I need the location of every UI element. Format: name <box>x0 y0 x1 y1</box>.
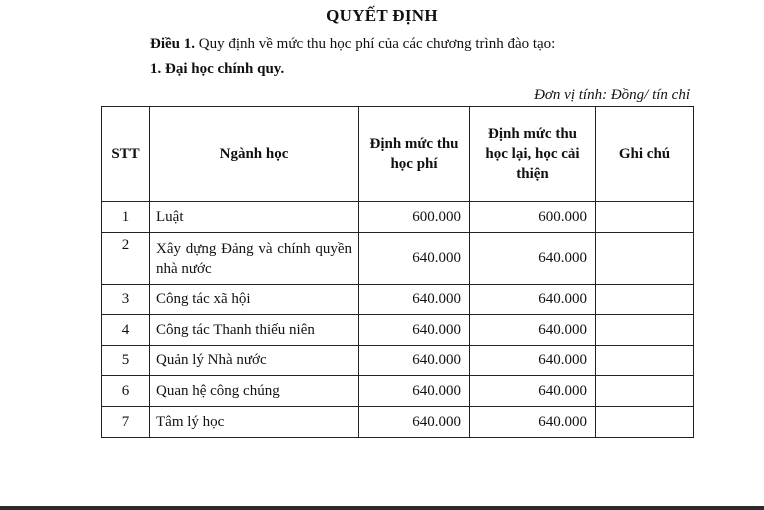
header-fee: Định mức thu học phí <box>359 107 470 202</box>
table-row <box>102 285 694 315</box>
cell-fee: 600.000 <box>359 202 470 233</box>
cell-stt: 5 <box>102 346 150 376</box>
header-retake-fee: Định mức thu học lại, học cải thiện <box>470 107 596 202</box>
article-line <box>150 36 555 53</box>
cell-stt: 2 <box>102 233 150 285</box>
cell-fee: 640.000 <box>359 407 470 438</box>
cell-fee: 640.000 <box>359 233 470 285</box>
cell-stt: 7 <box>102 407 150 438</box>
section-heading: 1. Đại học chính quy. <box>150 61 285 77</box>
cell-major: Quan hệ công chúng <box>150 376 359 407</box>
scan-edge-divider <box>0 506 764 510</box>
cell-stt: 4 <box>102 315 150 346</box>
cell-retake-fee: 640.000 <box>470 233 596 285</box>
cell-retake-fee: 640.000 <box>470 376 596 407</box>
table-row <box>102 315 694 346</box>
cell-major: Công tác xã hội <box>150 285 359 315</box>
cell-fee: 640.000 <box>359 315 470 346</box>
cell-note <box>596 315 694 346</box>
cell-retake-fee: 640.000 <box>470 407 596 438</box>
cell-fee: 640.000 <box>359 285 470 315</box>
cell-note <box>596 202 694 233</box>
table-row <box>102 202 694 233</box>
cell-major: Quản lý Nhà nước <box>150 346 359 376</box>
cell-note <box>596 407 694 438</box>
cell-retake-fee: 640.000 <box>470 346 596 376</box>
header-stt: STT <box>102 107 150 202</box>
table-header-row <box>102 107 694 202</box>
article-label: Điều 1. <box>150 36 195 52</box>
cell-note <box>596 285 694 315</box>
table-row <box>102 233 694 285</box>
cell-major: Xây dựng Đảng và chính quyền nhà nước <box>150 233 359 285</box>
cell-stt: 6 <box>102 376 150 407</box>
document-title: QUYẾT ĐỊNH <box>326 6 438 25</box>
table-row <box>102 376 694 407</box>
unit-note: Đơn vị tính: Đồng/ tín chỉ <box>534 87 690 103</box>
tuition-table <box>101 106 694 438</box>
cell-stt: 3 <box>102 285 150 315</box>
cell-note <box>596 346 694 376</box>
table-row <box>102 407 694 438</box>
cell-retake-fee: 640.000 <box>470 315 596 346</box>
cell-note <box>596 376 694 407</box>
cell-stt: 1 <box>102 202 150 233</box>
table-row <box>102 346 694 376</box>
cell-major: Luật <box>150 202 359 233</box>
cell-retake-fee: 600.000 <box>470 202 596 233</box>
cell-major: Tâm lý học <box>150 407 359 438</box>
article-text: Quy định về mức thu học phí của các chương trình đào tạo: <box>195 36 556 52</box>
cell-note <box>596 233 694 285</box>
cell-fee: 640.000 <box>359 346 470 376</box>
cell-retake-fee: 640.000 <box>470 285 596 315</box>
header-major: Ngành học <box>150 107 359 202</box>
header-note: Ghi chú <box>596 107 694 202</box>
cell-major: Công tác Thanh thiếu niên <box>150 315 359 346</box>
cell-fee: 640.000 <box>359 376 470 407</box>
